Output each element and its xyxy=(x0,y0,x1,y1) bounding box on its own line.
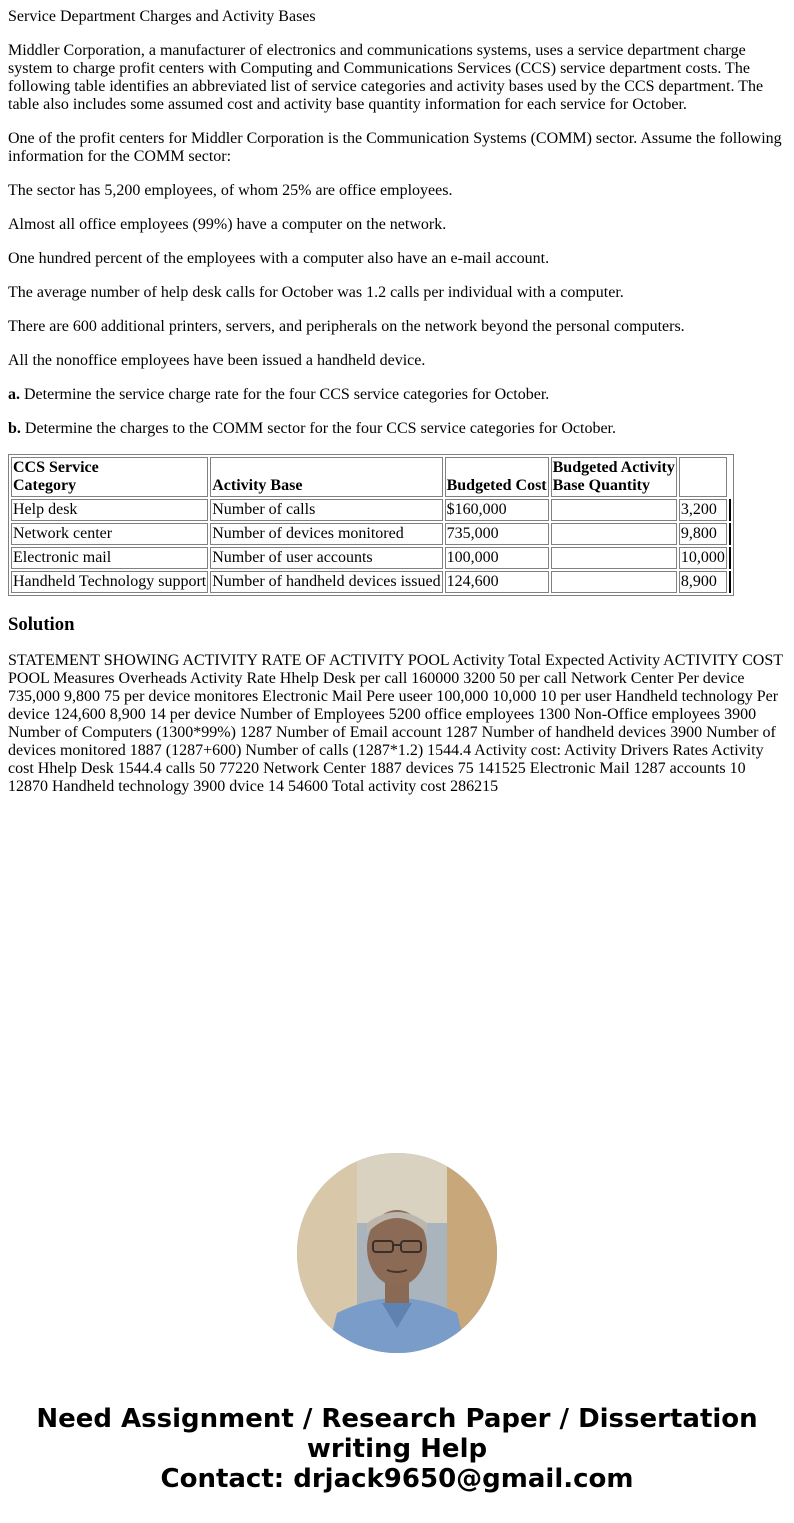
header-quantity: Budgeted Activity Base Quantity xyxy=(551,457,677,497)
question-a-text: Determine the service charge rate for the four CCS service categories for October. xyxy=(20,386,550,403)
header-budgeted-cost: Budgeted Cost xyxy=(445,457,549,497)
solution-text: STATEMENT SHOWING ACTIVITY RATE OF ACTIVITY POOL Activity Total Expected Activity ACTIVITY COST POOL Measures Overheads Activity Rate Hhelp Desk per call 160000 3200 50 per call Network Center Per device 735,000 9,800 75 per device monitores Electronic Mail Pere useer 100,000 10,000 10 per user Handheld technology Per device 124,600 8,900 14 per device Number of Employees 5200 office employees 1300 Non-Office employees 3900 Number of Computers (1300*99%) 1287 Number of Email account 1287 Number of handheld devices 3900 Number of devices monitored 1887 (1287+600) Number of calls (1287*1.2) 1544.4 Activity cost: Activity Drivers Rates Activity cost Hhelp Desk 1544.4 calls 50 77220 Network Center 1887 devices 75 141525 Electronic Mail 1287 accounts 10 12870 Handheld technology 3900 dvice 14 54600 Total activity cost 286215 xyxy=(8,652,783,795)
solution-heading: Solution xyxy=(8,614,75,635)
cell-budgeted-cost: 735,000 xyxy=(445,523,549,545)
table-row xyxy=(11,547,731,569)
cell-blank xyxy=(729,547,731,569)
comm-intro-paragraph: One of the profit centers for Middler Corporation is the Communication Systems (COMM) sector. Assume the following information for the COMM sector: xyxy=(8,130,782,165)
cell-quantity xyxy=(551,523,677,545)
cell-category: Electronic mail xyxy=(11,547,208,569)
header-category: CCS Service Category xyxy=(11,457,208,497)
header-empty xyxy=(679,457,727,497)
table-header-row xyxy=(11,457,731,497)
ccs-service-table xyxy=(8,454,734,596)
fact-handheld: All the nonoffice employees have been issued a handheld device. xyxy=(8,352,426,369)
question-b xyxy=(8,420,786,438)
cell-category: Network center xyxy=(11,523,208,545)
cell-activity-base: Number of devices monitored xyxy=(210,523,442,545)
cell-activity-base: Number of handheld devices issued xyxy=(210,571,442,593)
cell-budgeted-cost: $160,000 xyxy=(445,499,549,521)
fact-peripherals: There are 600 additional printers, servers, and peripherals on the network beyond the personal computers. xyxy=(8,318,685,335)
cell-category: Handheld Technology support xyxy=(11,571,208,593)
cell-blank xyxy=(729,499,731,521)
cell-activity-base: Number of user accounts xyxy=(210,547,442,569)
cell-quantity xyxy=(551,499,677,521)
cell-extra: 8,900 xyxy=(679,571,727,593)
cell-extra: 3,200 xyxy=(679,499,727,521)
table-row xyxy=(11,571,731,593)
cell-category: Help desk xyxy=(11,499,208,521)
author-photo xyxy=(297,1153,497,1353)
footer-line-2: writing Help xyxy=(306,1434,488,1464)
cell-extra: 9,800 xyxy=(679,523,727,545)
footer-line-1: Need Assignment / Research Paper / Dissertation xyxy=(36,1404,758,1434)
cell-budgeted-cost: 100,000 xyxy=(445,547,549,569)
fact-email: One hundred percent of the employees with a computer also have an e-mail account. xyxy=(8,250,550,267)
footer-banner xyxy=(0,1404,794,1494)
table-row xyxy=(11,523,731,545)
question-a-label: a. xyxy=(8,386,20,403)
fact-help-desk-calls: The average number of help desk calls for October was 1.2 calls per individual with a computer. xyxy=(8,284,624,301)
cell-budgeted-cost: 124,600 xyxy=(445,571,549,593)
cell-quantity xyxy=(551,571,677,593)
cell-blank xyxy=(729,523,731,545)
table-row xyxy=(11,499,731,521)
author-avatar xyxy=(297,1153,497,1353)
cell-blank xyxy=(729,571,731,593)
question-a xyxy=(8,386,786,404)
intro-paragraph: Middler Corporation, a manufacturer of electronics and communications systems, uses a service department charge system to charge profit centers with Computing and Communications Services (CCS) service department costs. The following table identifies an abbreviated list of service categories and activity bases used by the CCS department. The table also includes some assumed cost and activity base quantity information for each service for October. xyxy=(8,42,764,113)
document-title: Service Department Charges and Activity Bases xyxy=(8,8,316,25)
question-b-label: b. xyxy=(8,420,21,437)
cell-activity-base: Number of calls xyxy=(210,499,442,521)
header-activity-base: Activity Base xyxy=(210,457,442,497)
question-b-text: Determine the charges to the COMM sector for the four CCS service categories for October. xyxy=(20,420,616,437)
fact-employees: The sector has 5,200 employees, of whom 25% are office employees. xyxy=(8,182,453,199)
cell-quantity xyxy=(551,547,677,569)
footer-contact: Contact: drjack9650@gmail.com xyxy=(160,1464,634,1494)
fact-computers: Almost all office employees (99%) have a computer on the network. xyxy=(8,216,447,233)
cell-extra: 10,000 xyxy=(679,547,727,569)
